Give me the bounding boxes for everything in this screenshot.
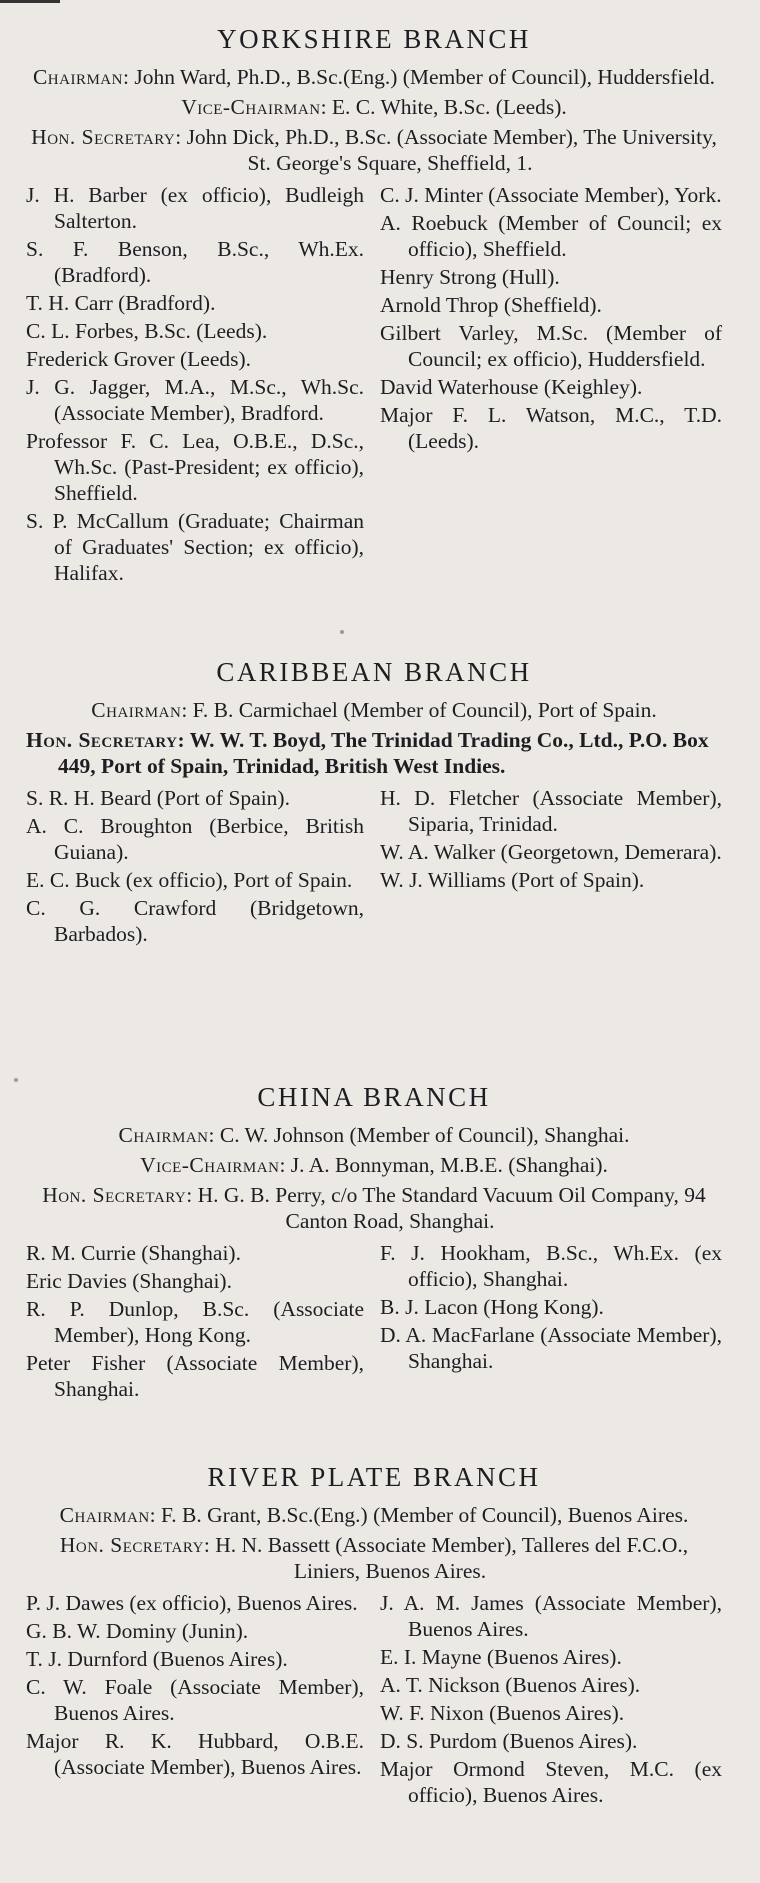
member-entry: T. H. Carr (Bradford). bbox=[26, 291, 216, 315]
member-entry: R. P. Dunlop, B.Sc. (Associate Member), Hong Kong. bbox=[26, 1297, 364, 1347]
officer-chairman bbox=[26, 1502, 722, 1528]
officer-chairman bbox=[26, 1122, 722, 1148]
river-plate-branch bbox=[26, 1460, 722, 1810]
member-column-left bbox=[26, 1240, 364, 1404]
officer-role: Hon. Secretary bbox=[26, 728, 178, 752]
member-entry: E. I. Mayne (Buenos Aires). bbox=[380, 1645, 622, 1669]
branch-title: RIVER PLATE BRANCH bbox=[207, 1462, 541, 1492]
member-column-right bbox=[380, 182, 722, 588]
officer-role: Chairman bbox=[32, 65, 123, 89]
member-entry: Henry Strong (Hull). bbox=[380, 265, 560, 289]
branch-title: CHINA BRANCH bbox=[257, 1082, 491, 1112]
member-entry: D. A. MacFarlane (Associate Member), Shanghai. bbox=[380, 1323, 722, 1373]
member-entry: C. W. Foale (Associate Member), Buenos Aires. bbox=[26, 1675, 364, 1725]
member-entry: Professor F. C. Lea, O.B.E., D.Sc., Wh.Sc. (Past-President; ex officio), Sheffield. bbox=[26, 429, 364, 505]
officer-role: Hon. Secretary bbox=[31, 125, 176, 149]
officer-text: : C. W. Johnson (Member of Council), Shanghai. bbox=[208, 1123, 630, 1147]
caribbean-branch bbox=[26, 655, 722, 949]
member-column-right bbox=[380, 1590, 722, 1810]
member-entry: W. F. Nixon (Buenos Aires). bbox=[380, 1701, 625, 1725]
officer-hon-secretary bbox=[26, 1532, 722, 1584]
officer-text: : H. N. Bassett (Associate Member), Talleres del F.C.O., Liniers, Buenos Aires. bbox=[203, 1533, 689, 1583]
member-entry: Eric Davies (Shanghai). bbox=[26, 1269, 232, 1293]
member-entry: J. H. Barber (ex officio), Budleigh Salterton. bbox=[26, 183, 364, 233]
officer-hon-secretary bbox=[26, 124, 722, 176]
officer-role: Hon. Secretary bbox=[59, 1533, 204, 1557]
officer-role: Chairman bbox=[118, 1123, 209, 1147]
member-columns bbox=[26, 1590, 722, 1810]
officer-chairman bbox=[26, 64, 722, 90]
member-entry: R. M. Currie (Shanghai). bbox=[26, 1241, 241, 1265]
member-entry: J. A. M. James (Associate Member), Buenos Aires. bbox=[380, 1591, 722, 1641]
member-columns bbox=[26, 182, 722, 588]
member-entry: C. J. Minter (Associate Member), York. bbox=[380, 183, 722, 207]
branch-title: CARIBBEAN BRANCH bbox=[216, 657, 532, 687]
member-columns bbox=[26, 1240, 722, 1404]
member-entry: P. J. Dawes (ex officio), Buenos Aires. bbox=[26, 1591, 358, 1615]
officer-role: Vice-Chairman bbox=[140, 1153, 280, 1177]
officer-text: : E. C. White, B.Sc. (Leeds). bbox=[320, 95, 567, 119]
officer-text: : John Dick, Ph.D., B.Sc. (Associate Member), The University, St. George's Square, Sheffield, 1. bbox=[175, 125, 717, 175]
officer-text: : John Ward, Ph.D., B.Sc.(Eng.) (Member of Council), Huddersfield. bbox=[122, 65, 716, 89]
member-entry: T. J. Durnford (Buenos Aires). bbox=[26, 1647, 288, 1671]
member-entry: S. P. McCallum (Graduate; Chairman of Graduates' Section; ex officio), Halifax. bbox=[26, 509, 364, 585]
member-entry: David Waterhouse (Keighley). bbox=[380, 375, 643, 399]
print-speck bbox=[340, 630, 344, 634]
print-speck bbox=[14, 1078, 18, 1082]
officer-text: : F. B. Grant, B.Sc.(Eng.) (Member of Council), Buenos Aires. bbox=[149, 1503, 689, 1527]
member-entry: J. G. Jagger, M.A., M.Sc., Wh.Sc. (Associate Member), Bradford. bbox=[26, 375, 364, 425]
officer-vice-chairman bbox=[26, 94, 722, 120]
member-entry: Arnold Throp (Sheffield). bbox=[380, 293, 602, 317]
member-entry: G. B. W. Dominy (Junin). bbox=[26, 1619, 249, 1643]
member-columns bbox=[26, 785, 722, 949]
member-entry: Major R. K. Hubbard, O.B.E. (Associate Member), Buenos Aires. bbox=[26, 1729, 364, 1779]
member-entry: Peter Fisher (Associate Member), Shanghai. bbox=[26, 1351, 364, 1401]
officer-hon-secretary bbox=[26, 727, 722, 779]
member-entry: Major F. L. Watson, M.C., T.D. (Leeds). bbox=[380, 403, 722, 453]
officer-chairman bbox=[26, 697, 722, 723]
member-entry: A. T. Nickson (Buenos Aires). bbox=[380, 1673, 641, 1697]
officer-text: : H. G. B. Perry, c/o The Standard Vacuum Oil Company, 94 Canton Road, Shanghai. bbox=[186, 1183, 706, 1233]
member-entry: H. D. Fletcher (Associate Member), Siparia, Trinidad. bbox=[380, 786, 722, 836]
member-entry: A. Roebuck (Member of Council; ex officio), Sheffield. bbox=[380, 211, 722, 261]
member-entry: S. F. Benson, B.Sc., Wh.Ex. (Bradford). bbox=[26, 237, 364, 287]
officer-role: Vice-Chairman bbox=[181, 95, 321, 119]
member-entry: A. C. Broughton (Berbice, British Guiana). bbox=[26, 814, 364, 864]
china-branch bbox=[26, 1080, 722, 1404]
officer-role: Chairman bbox=[59, 1503, 150, 1527]
member-column-left bbox=[26, 182, 364, 588]
member-column-right bbox=[380, 785, 722, 949]
member-entry: D. S. Purdom (Buenos Aires). bbox=[380, 1729, 638, 1753]
top-rule bbox=[0, 0, 60, 3]
member-entry: C. G. Crawford (Bridgetown, Barbados). bbox=[26, 896, 364, 946]
officer-hon-secretary bbox=[26, 1182, 722, 1234]
member-column-left bbox=[26, 785, 364, 949]
member-column-left bbox=[26, 1590, 364, 1810]
officer-text: : W. W. T. Boyd, The Trinidad Trading Co., Ltd., P.O. Box 449, Port of Spain, Trinidad, British West Indies. bbox=[58, 728, 709, 778]
member-entry: W. J. Williams (Port of Spain). bbox=[380, 868, 645, 892]
member-entry: Major Ormond Steven, M.C. (ex officio), Buenos Aires. bbox=[380, 1757, 722, 1807]
member-entry: C. L. Forbes, B.Sc. (Leeds). bbox=[26, 319, 268, 343]
yorkshire-branch bbox=[26, 22, 722, 588]
officer-text: : F. B. Carmichael (Member of Council), Port of Spain. bbox=[181, 698, 657, 722]
member-entry: B. J. Lacon (Hong Kong). bbox=[380, 1295, 604, 1319]
officer-vice-chairman bbox=[26, 1152, 722, 1178]
member-entry: W. A. Walker (Georgetown, Demerara). bbox=[380, 840, 722, 864]
member-entry: Frederick Grover (Leeds). bbox=[26, 347, 252, 371]
officer-role: Hon. Secretary bbox=[42, 1183, 187, 1207]
member-entry: E. C. Buck (ex officio), Port of Spain. bbox=[26, 868, 353, 892]
member-column-right bbox=[380, 1240, 722, 1404]
officer-text: : J. A. Bonnyman, M.B.E. (Shanghai). bbox=[279, 1153, 608, 1177]
member-entry: S. R. H. Beard (Port of Spain). bbox=[26, 786, 290, 810]
member-entry: F. J. Hookham, B.Sc., Wh.Ex. (ex officio), Shanghai. bbox=[380, 1241, 722, 1291]
member-entry: Gilbert Varley, M.Sc. (Member of Council; ex officio), Huddersfield. bbox=[380, 321, 722, 371]
branch-title: YORKSHIRE BRANCH bbox=[217, 24, 531, 54]
officer-role: Chairman bbox=[91, 698, 182, 722]
